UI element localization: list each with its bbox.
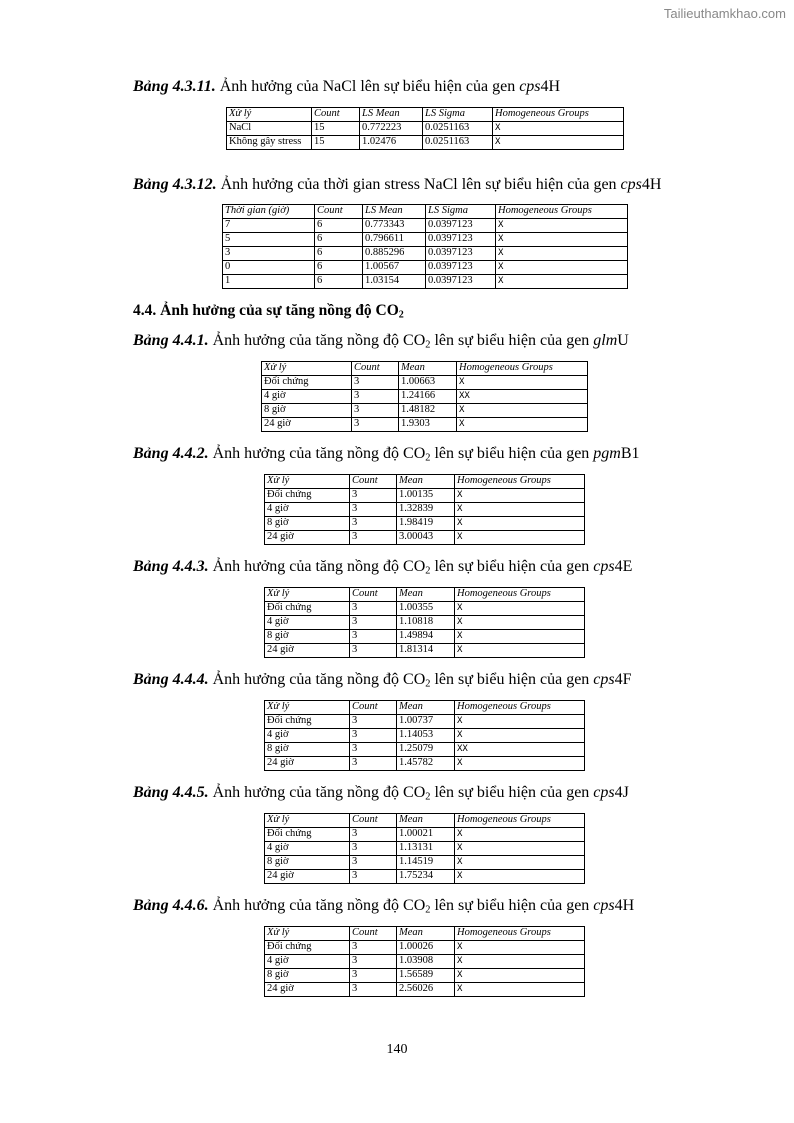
table-header: Xử lý Count Mean Homogeneous Groups xyxy=(265,814,585,828)
table-row: 3 6 0.885296 0.0397123 X xyxy=(223,247,628,261)
table-row: 7 6 0.773343 0.0397123 X xyxy=(223,219,628,233)
table-row: 24 giờ 3 2.56026 X xyxy=(265,983,585,997)
table-4-4-1 xyxy=(261,361,588,432)
table-row: 4 giờ 3 1.24166 XX xyxy=(262,390,588,404)
caption-4-3-11: Bảng 4.3.11. Ảnh hưởng của NaCl lên sự biểu hiện của gen cps4H xyxy=(133,78,561,95)
caption-4-4-3: Bảng 4.4.3. Ảnh hưởng của tăng nồng độ $CO_2$ lên sự biểu hiện của gen cps4E xyxy=(133,558,633,577)
caption-4-4-4: Bảng 4.4.4. Ảnh hưởng của tăng nồng độ $CO_2$ lên sự biểu hiện của gen cps4F xyxy=(133,671,632,690)
table-header: Xử lý Count Mean Homogeneous Groups xyxy=(262,362,588,376)
table-header: Xử lý Count LS Mean LS Sigma Homogeneous Groups xyxy=(227,108,624,122)
table-row: 8 giờ 3 1.49894 X xyxy=(265,630,585,644)
table-row: 8 giờ 3 1.56589 X xyxy=(265,969,585,983)
table-row: 4 giờ 3 1.13131 X xyxy=(265,842,585,856)
table-row: 4 giờ 3 1.10818 X xyxy=(265,616,585,630)
table-row: Đối chứng 3 1.00026 X xyxy=(265,941,585,955)
caption-4-4-2: Bảng 4.4.2. Ảnh hưởng của tăng nồng độ $CO_2$ lên sự biểu hiện của gen pgmB1 xyxy=(133,445,640,464)
table-row: NaCl 15 0.772223 0.0251163 X xyxy=(227,122,624,136)
table-header: Xử lý Count Mean Homogeneous Groups xyxy=(265,475,585,489)
table-row: 24 giờ 3 1.45782 X xyxy=(265,757,585,771)
table-header: Xử lý Count Mean Homogeneous Groups xyxy=(265,701,585,715)
table-header: Thời gian (giờ) Count LS Mean LS Sigma Homogeneous Groups xyxy=(223,205,628,219)
caption-4-4-6: Bảng 4.4.6. Ảnh hưởng của tăng nồng độ $CO_2$ lên sự biểu hiện của gen cps4H xyxy=(133,897,635,916)
table-row: Đối chứng 3 1.00663 X xyxy=(262,376,588,390)
table-row: 4 giờ 3 1.14053 X xyxy=(265,729,585,743)
table-row: 8 giờ 3 1.25079 XX xyxy=(265,743,585,757)
table-4-4-4 xyxy=(264,700,585,771)
table-row: 4 giờ 3 1.32839 X xyxy=(265,503,585,517)
table-row: 1 6 1.03154 0.0397123 X xyxy=(223,275,628,289)
table-4-3-12 xyxy=(222,204,628,289)
caption-4-3-12: Bảng 4.3.12. Ảnh hưởng của thời gian stress NaCl lên sự biểu hiện của gen cps4H xyxy=(133,176,662,193)
table-row: Đối chứng 3 1.00135 X xyxy=(265,489,585,503)
table-row: 0 6 1.00567 0.0397123 X xyxy=(223,261,628,275)
table-row: 24 giờ 3 1.75234 X xyxy=(265,870,585,884)
page-number: 140 xyxy=(386,1042,408,1057)
watermark: Tailieuthamkhao.com xyxy=(663,6,786,21)
table-header: Xử lý Count Mean Homogeneous Groups xyxy=(265,927,585,941)
table-4-4-6 xyxy=(264,926,585,997)
table-4-4-3 xyxy=(264,587,585,658)
table-row: 24 giờ 3 1.81314 X xyxy=(265,644,585,658)
table-row: 5 6 0.796611 0.0397123 X xyxy=(223,233,628,247)
table-4-3-11 xyxy=(226,107,624,150)
table-4-4-2 xyxy=(264,474,585,545)
table-row: Đối chứng 3 1.00021 X xyxy=(265,828,585,842)
table-row: 8 giờ 3 1.48182 X xyxy=(262,404,588,418)
table-header: Xử lý Count Mean Homogeneous Groups xyxy=(265,588,585,602)
table-4-4-5 xyxy=(264,813,585,884)
table-row: 24 giờ 3 1.9303 X xyxy=(262,418,588,432)
table-row: Đối chứng 3 1.00355 X xyxy=(265,602,585,616)
table-row: 24 giờ 3 3.00043 X xyxy=(265,531,585,545)
table-row: 8 giờ 3 1.14519 X xyxy=(265,856,585,870)
caption-4-4-1: Bảng 4.4.1. Ảnh hưởng của tăng nồng độ $CO_2$ lên sự biểu hiện của gen glmU xyxy=(133,332,629,351)
table-row: 8 giờ 3 1.98419 X xyxy=(265,517,585,531)
table-row: Đối chứng 3 1.00737 X xyxy=(265,715,585,729)
table-row: 4 giờ 3 1.03908 X xyxy=(265,955,585,969)
section-heading: 4.4. Ảnh hưởng của sự tăng nồng độ $CO_2$ xyxy=(133,302,404,321)
caption-4-4-5: Bảng 4.4.5. Ảnh hưởng của tăng nồng độ $CO_2$ lên sự biểu hiện của gen cps4J xyxy=(133,784,629,803)
table-row: Không gây stress 15 1.02476 0.0251163 X xyxy=(227,136,624,150)
